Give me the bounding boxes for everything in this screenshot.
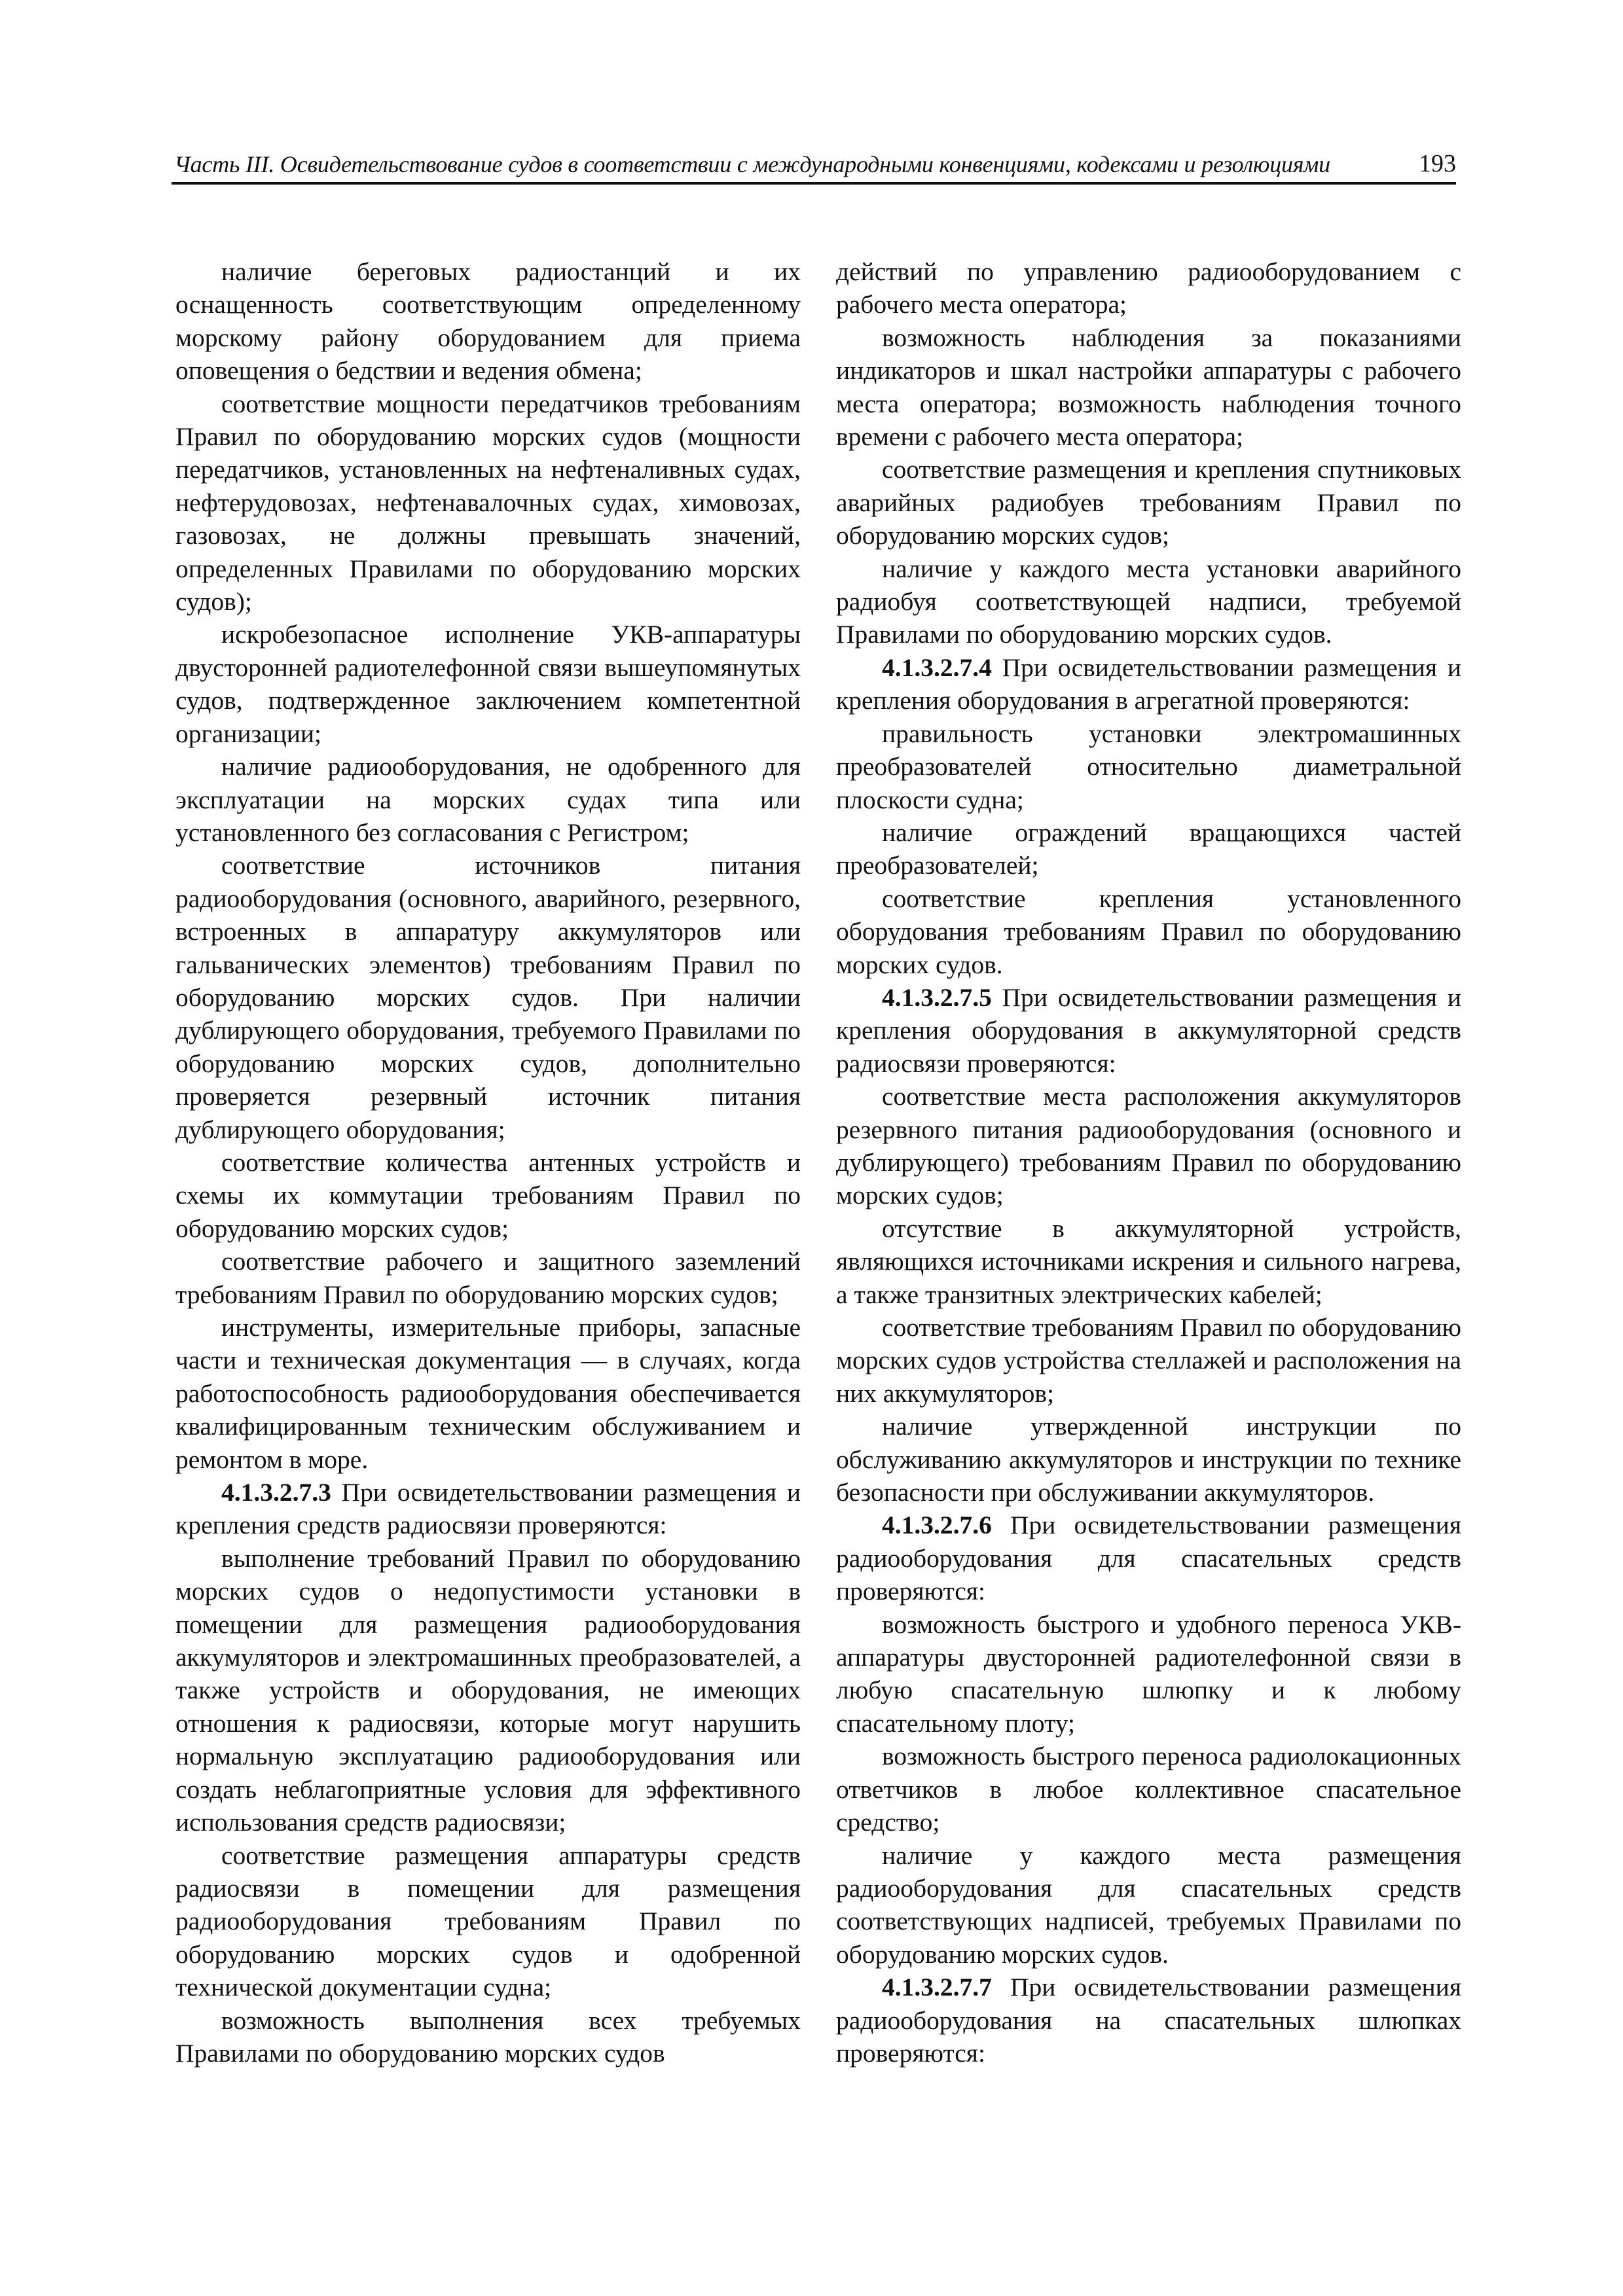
paragraph: [836, 1740, 1461, 1839]
paragraph-text: При освидетельствовании размещения и крепления оборудования в агрегатной проверяются:: [836, 653, 1461, 715]
paragraph-text: наличие у каждого места размещения радиооборудования для спасательных средств соответствующих надписей, требуемых Правилами по оборудованию морских судов.: [836, 1840, 1461, 1969]
section-number: 4.1.3.2.7.7: [882, 1973, 992, 2002]
section-number: 4.1.3.2.7.3: [221, 1478, 331, 1507]
paragraph: [175, 1476, 801, 1542]
right-column: [836, 255, 1461, 2070]
paragraph: [836, 1971, 1461, 2070]
paragraph-text: искробезопасное исполнение УКВ-аппаратуры двусторонней радиотелефонной связи вышеупомянутых судов, подтвержденное заключением компетентной организации;: [175, 620, 801, 748]
paragraph-text: При освидетельствовании размещения радиооборудования для спасательных средств проверяются:: [836, 1511, 1461, 1606]
paragraph: [836, 552, 1461, 651]
paragraph-text: возможность быстрого переноса радиолокационных ответчиков в любое коллективное спасательное средство;: [836, 1742, 1461, 1837]
paragraph-text: соответствие рабочего и защитного заземлений требованиям Правил по оборудованию морских судов;: [175, 1247, 801, 1309]
page-number: 193: [1419, 150, 1456, 177]
paragraph-text: правильность установки электромашинных преобразователей относительно диаметральной плоскости судна;: [836, 719, 1461, 814]
paragraph: [175, 1146, 801, 1245]
paragraph: [836, 1080, 1461, 1212]
paragraph-text: действий по управлению радиооборудованием с рабочего места оператора;: [836, 257, 1461, 319]
paragraph: [836, 1608, 1461, 1740]
paragraph: [836, 1212, 1461, 1311]
paragraph-text: возможность выполнения всех требуемых Правилами по оборудованию морских судов: [175, 2005, 801, 2068]
paragraph: [175, 750, 801, 849]
paragraph: [836, 1410, 1461, 1509]
paragraph-text: отсутствие в аккумуляторной устройств, являющихся источниками искрения и сильного нагрева, а также транзитных электрических кабелей;: [836, 1213, 1461, 1309]
running-header: [172, 145, 1456, 185]
paragraph: [836, 1311, 1461, 1410]
paragraph: [175, 255, 801, 387]
paragraph-text: наличие ограждений вращающихся частей преобразователей;: [836, 817, 1461, 880]
paragraph: [836, 717, 1461, 816]
paragraph-text: возможность быстрого и удобного переноса УКВ-аппаратуры двусторонней радиотелефонной связи в любую спасательную шлюпку и к любому спасательному плоту;: [836, 1609, 1461, 1738]
paragraph: [175, 618, 801, 750]
paragraph: [836, 255, 1461, 321]
paragraph-text: наличие у каждого места установки аварийного радиобуя соответствующей надписи, требуемой Правилами по оборудованию морских судов.: [836, 554, 1461, 649]
paragraph-text: соответствие количества антенных устройств и схемы их коммутации требованиям Правил по оборудованию морских судов;: [175, 1147, 801, 1243]
section-number: 4.1.3.2.7.5: [882, 982, 992, 1012]
paragraph: [836, 816, 1461, 882]
paragraph-text: наличие береговых радиостанций и их оснащенность соответствующим определенному морскому району оборудованием для приема оповещения о бедствии и ведения обмена;: [175, 257, 801, 386]
paragraph-text: наличие утвержденной инструкции по обслуживанию аккумуляторов и инструкции по технике безопасности при обслуживании аккумуляторов.: [836, 1412, 1461, 1507]
section-number: 4.1.3.2.7.6: [882, 1511, 992, 1540]
paragraph-text: соответствие размещения и крепления спутниковых аварийных радиобуев требованиям Правил по оборудованию морских судов;: [836, 455, 1461, 550]
paragraph-text: соответствие размещения аппаратуры средств радиосвязи в помещении для размещения радиооборудования требованиям Правил по оборудованию морских судов и одобренной технической документации судна;: [175, 1840, 801, 2002]
paragraph: [836, 981, 1461, 1080]
paragraph: [836, 882, 1461, 981]
header-title: Часть III. Освидетельствование судов в соответствии с международными конвенциями, кодексами и резолюциями: [174, 151, 1330, 177]
paragraph-text: При освидетельствовании размещения и крепления оборудования в аккумуляторной средств радиосвязи проверяются:: [836, 982, 1461, 1078]
paragraph-text: возможность наблюдения за показаниями индикаторов и шкал настройки аппаратуры с рабочего места оператора; возможность наблюдения точного времени с рабочего места оператора;: [836, 323, 1461, 452]
paragraph: [175, 387, 801, 619]
paragraph: [175, 1542, 801, 1839]
paragraph-text: соответствие источников питания радиооборудования (основного, аварийного, резервного, встроенных в аппаратуру аккумуляторов или гальванических элементов) требованиям Правил по оборудованию морских судов. При наличии дублирующего оборудования, требуемого Правилами по оборудованию морских судов, дополнительно проверяется резервный источник питания дублирующего оборудования;: [175, 851, 801, 1144]
paragraph: [836, 1509, 1461, 1607]
paragraph: [836, 453, 1461, 552]
paragraph-text: соответствие места расположения аккумуляторов резервного питания радиооборудования (основного и дублирующего) требованиям Правил по оборудованию морских судов;: [836, 1082, 1461, 1210]
left-column: [175, 255, 801, 2070]
paragraph-text: выполнение требований Правил по оборудованию морских судов о недопустимости установки в помещении для размещения радиооборудования аккумуляторов и электромашинных преобразователей, а также устройств и оборудования, не имеющих отношения к радиосвязи, которые могут нарушить нормальную эксплуатацию радиооборудования или создать неблагоприятные условия для эффективного использования средств радиосвязи;: [175, 1543, 801, 1837]
paragraph: [175, 849, 801, 1146]
paragraph: [836, 1839, 1461, 1971]
paragraph: [836, 321, 1461, 454]
paragraph: [175, 1311, 801, 1476]
paragraph: [836, 651, 1461, 717]
paragraph-text: При освидетельствовании размещения и крепления средств радиосвязи проверяются:: [175, 1478, 801, 1540]
paragraph-text: соответствие мощности передатчиков требованиям Правил по оборудованию морских судов (мощности передатчиков, установленных на нефтеналивных судах, нефтерудовозах, нефтенавалочных судах, химовозах, газовозах, не должны превышать значений, определенных Правилами по оборудованию морских судов);: [175, 389, 801, 617]
paragraph-text: соответствие крепления установленного оборудования требованиям Правил по оборудованию морских судов.: [836, 884, 1461, 979]
paragraph: [175, 2004, 801, 2070]
paragraph-text: При освидетельствовании размещения радиооборудования на спасательных шлюпках проверяются:: [836, 1973, 1461, 2068]
paragraph: [175, 1839, 801, 2004]
paragraph-text: соответствие требованиям Правил по оборудованию морских судов устройства стеллажей и расположения на них аккумуляторов;: [836, 1313, 1461, 1408]
paragraph-text: инструменты, измерительные приборы, запасные части и техническая документация — в случаях, когда работоспособность радиооборудования обеспечивается квалифицированным техническим обслуживанием и ремонтом в море.: [175, 1313, 801, 1474]
paragraph: [175, 1245, 801, 1311]
section-number: 4.1.3.2.7.4: [882, 653, 992, 682]
paragraph-text: наличие радиооборудования, не одобренного для эксплуатации на морских судах типа или установленного без согласования с Регистром;: [175, 752, 801, 847]
